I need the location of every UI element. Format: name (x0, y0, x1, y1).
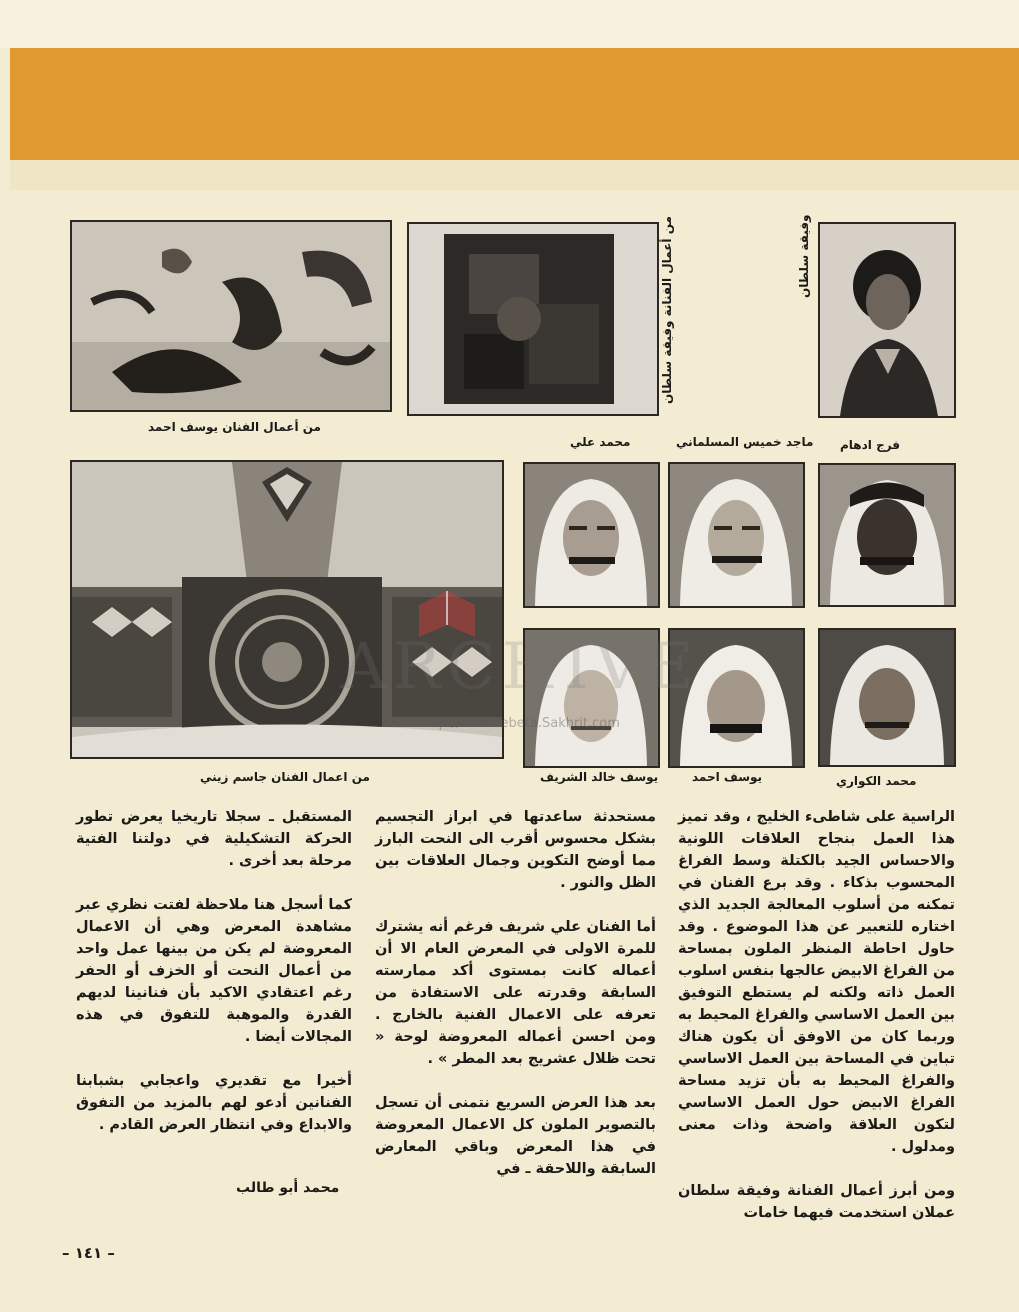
caption-yousef-works: من أعمال الفنان يوسف احمد (148, 420, 321, 434)
banner-strip (10, 160, 1019, 190)
artwork-yousef-ahmed (70, 220, 392, 412)
caption-row2-name2: يوسف احمد (692, 770, 763, 784)
paragraph: كما أسجل هنا ملاحظة لفتت نظري عبر مشاهدة المعرض وهي أن الاعمال المعروضة لم يكن من بينها عمل واحد من أعمال النحت أو الخزف أو الحفر رغم اعتقادي الاكيد بأن فنانينا لديهم القدرة والموهبة للتفوق في هذه المجالات أيضا . (76, 897, 352, 1045)
article-column-left (76, 806, 352, 1158)
paragraph: المستقبل ـ سجلا تاريخيا يعرض تطور الحركة التشكيلية في دولتنا الفتية مرحلة بعد أخرى . (76, 809, 352, 869)
caption-row2-name1: محمد الكواري (836, 774, 917, 788)
caption-wafiqa-portrait: وفيقة سلطان (797, 214, 811, 298)
article-column-middle (375, 806, 656, 1202)
caption-row2-name3: يوسف خالد الشريف (540, 770, 659, 784)
watermark-url: http://Archivebeta.Sakhrit.com (420, 716, 620, 731)
article-column-right (678, 806, 955, 1246)
caption-wafiqa-works: من أعمال الفنانة وفيقة سلطان (660, 216, 674, 404)
paragraph: أما الفنان علي شريف فرغم أنه يشترك للمرة الاولى في المعرض العام الا أن أعماله كانت بمستوى أكد ممارسته السابقة وقدرته على الاستفادة من تعرفه على الاعمال الفنية بالخارج . ومن احسن أعماله المعروضة لوحة « تحت ظلال عشريج بعد المطر » . (375, 919, 656, 1067)
paragraph: الراسية على شاطىء الخليج ، وقد تميز هذا العمل بنجاح العلاقات اللونية والاحساس الجيد بالكتلة وسط الفراغ المحسوب بذكاء . وقد برع الفنان في تمكنه من أسلوب المعالجة الجديد الذي اختاره للتعبير عن هذا الموضوع . وقد حاول احاطة المنظر الملون بمساحة من الفراغ الابيض عالجها بنفس اسلوب العمل ذاته ولكنه لم يستطع التوفيق بين العمل الاساسي والفراغ المحيط به وربما كان من الاوفق أن يكون هناك تباين في المساحة بين العمل الاساسي والفراغ المحيط به بأن تزيد مساحة الفراغ الابيض حول العمل الاساسي لتكون العلاقة واضحة وذات معنى ومدلول . (678, 809, 955, 1155)
caption-row1-name1: فرج ادهام (840, 438, 901, 452)
orange-banner (10, 48, 1019, 160)
portrait-row1-1 (818, 463, 956, 607)
page-number: – ١٤١ – (62, 1244, 115, 1262)
watermark-text: ARCHIVE (340, 630, 700, 704)
portrait-row1-3 (523, 462, 660, 608)
caption-jassim-works: من اعمال الفنان جاسم زيني (200, 770, 370, 784)
portrait-row1-2 (668, 462, 805, 608)
caption-row1-name3: محمد علي (570, 435, 631, 449)
paragraph: مستحدثة ساعدتها في ابراز التجسيم بشكل محسوس أقرب الى النحت البارز مما أوضح التكوين وجمال العلاقات بين الظل والنور . (375, 809, 656, 891)
paragraph: أخيرا مع تقديري واعجابي بشبابنا الفنانين أدعو لهم بالمزيد من التفوق والابداع وفي انتظار العرض القادم . (76, 1073, 352, 1133)
paragraph: بعد هذا العرض السريع نتمنى أن تسجل بالتصوير الملون كل الاعمال المعروضة في هذا المعرض وباقي المعارض السابقة واللاحقة ـ في (375, 1095, 656, 1177)
top-margin (0, 0, 1019, 48)
paragraph: ومن أبرز أعمال الفنانة وفيقة سلطان عملان استخدمت فيهما خامات (678, 1183, 955, 1221)
caption-row1-name2: ماجد خميس المسلماني (676, 435, 814, 449)
portrait-wafiqa-sultan (818, 222, 956, 418)
portrait-row2-1 (818, 628, 956, 767)
author-signature: محمد أبو طالب (236, 1180, 340, 1196)
artwork-wafiqa-sultan (407, 222, 659, 416)
